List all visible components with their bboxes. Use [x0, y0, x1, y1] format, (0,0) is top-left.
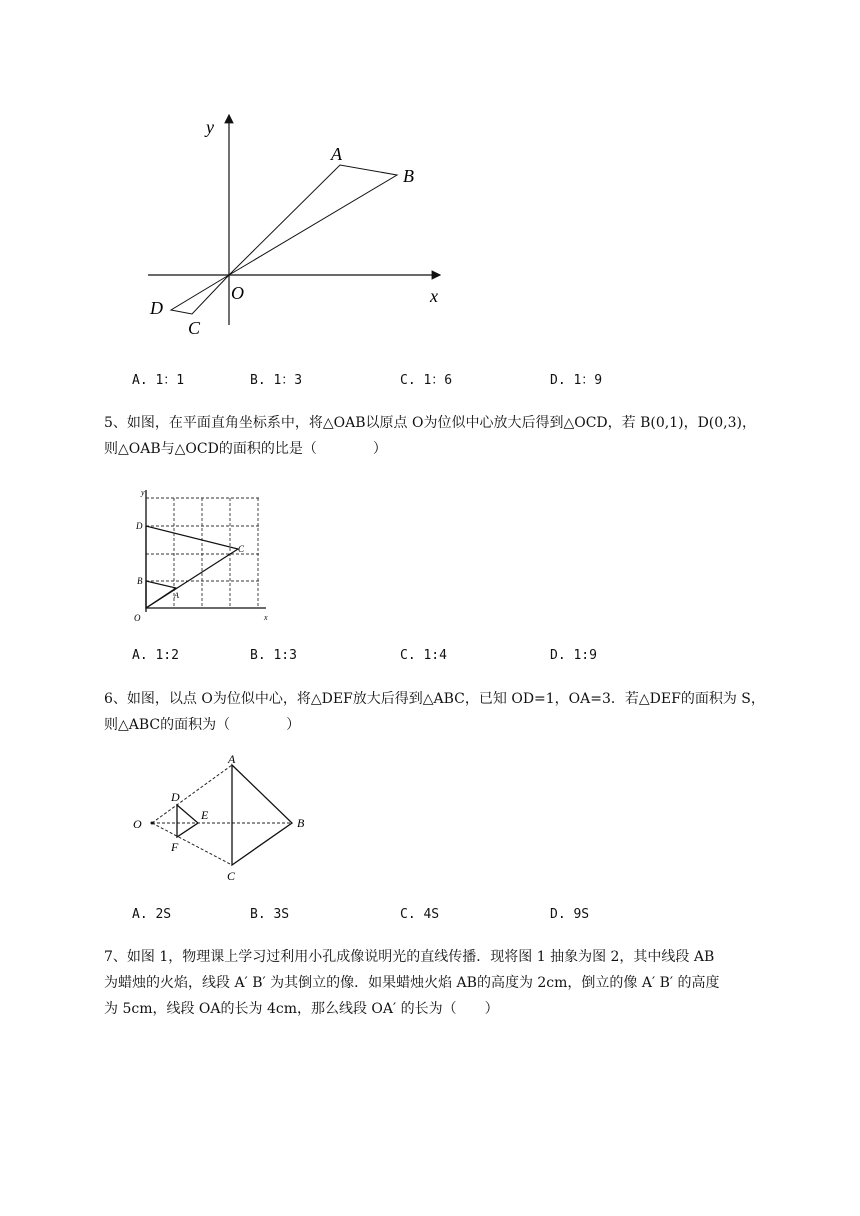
triangle-oab [229, 165, 397, 275]
q5-option-d[interactable]: D. 1:9 [550, 648, 597, 663]
label-d: D [136, 521, 143, 531]
label-c: C [188, 318, 201, 338]
q5-option-c[interactable]: C. 1:4 [400, 648, 447, 663]
label-c: C [238, 544, 245, 554]
q7-line-1: 7、如图 1，物理课上学习过利用小孔成像说明光的直线传播．现将图 1 抽象为图 2，其中线段 AB [104, 949, 715, 965]
q6-figure [128, 752, 318, 887]
q6-line-1: 6、如图，以点 O为位似中心，将△DEF放大后得到△ABC，已知 OD=1，OA=3．若△DEF的面积为 S， [104, 691, 765, 707]
label-o: O [231, 283, 244, 303]
q5-text [104, 410, 804, 462]
q7-line-2: 为蜡烛的火焰，线段 A′ B′ 为其倒立的像．如果蜡烛火焰 AB的高度为 2cm，倒立的像 A′ B′ 的高度 [104, 975, 720, 991]
label-d: D [150, 298, 163, 318]
triangle-oab [146, 581, 176, 608]
q6-option-a[interactable]: A. 2S [132, 907, 172, 922]
q5-line-2: 则△OAB与△OCD的面积的比是（ ） [104, 441, 387, 457]
label-y: y [206, 117, 214, 137]
label-e: E [201, 808, 209, 822]
label-d: D [171, 790, 180, 804]
q6-option-c[interactable]: C. 4S [400, 907, 440, 922]
q7-line-3: 为 5cm，线段 OA的长为 4cm，那么线段 OA′ 的长为（ ） [104, 1001, 499, 1017]
q4-option-c[interactable]: C. 1：6 [400, 373, 453, 388]
q5-figure [132, 484, 272, 626]
q6-line-2: 则△ABC的面积为（ ） [104, 717, 301, 733]
q6-text [104, 686, 804, 738]
label-x: x [264, 613, 268, 622]
label-a: A [228, 752, 236, 766]
q6-option-b[interactable]: B. 3S [250, 907, 290, 922]
q6-option-d[interactable]: D. 9S [550, 907, 590, 922]
label-c: C [227, 869, 236, 883]
label-a: A [174, 591, 179, 600]
label-f: F [171, 840, 179, 854]
label-b: B [297, 816, 305, 830]
label-x: x [430, 286, 438, 306]
triangle-ocd [171, 275, 229, 314]
triangle-def [177, 805, 198, 837]
label-o: O [133, 817, 142, 831]
q5-option-b[interactable]: B. 1:3 [250, 648, 297, 663]
triangle-ocd [146, 526, 238, 608]
label-a: A [331, 144, 342, 164]
label-o: O [134, 613, 141, 623]
q5-option-a[interactable]: A. 1:2 [132, 648, 179, 663]
q4-option-a[interactable]: A. 1：1 [132, 373, 185, 388]
triangle-abc [232, 765, 292, 865]
label-y: y [141, 488, 145, 497]
label-b: B [137, 576, 143, 586]
q4-figure [140, 105, 460, 350]
q7-text [104, 944, 804, 1022]
q5-line-1: 5、如图，在平面直角坐标系中，将△OAB以原点 O为位似中心放大后得到△OCD，若 B(0,1)，D(0,3)， [104, 415, 756, 431]
label-b: B [403, 166, 414, 186]
q4-option-d[interactable]: D. 1：9 [550, 373, 603, 388]
q4-option-b[interactable]: B. 1：3 [250, 373, 303, 388]
